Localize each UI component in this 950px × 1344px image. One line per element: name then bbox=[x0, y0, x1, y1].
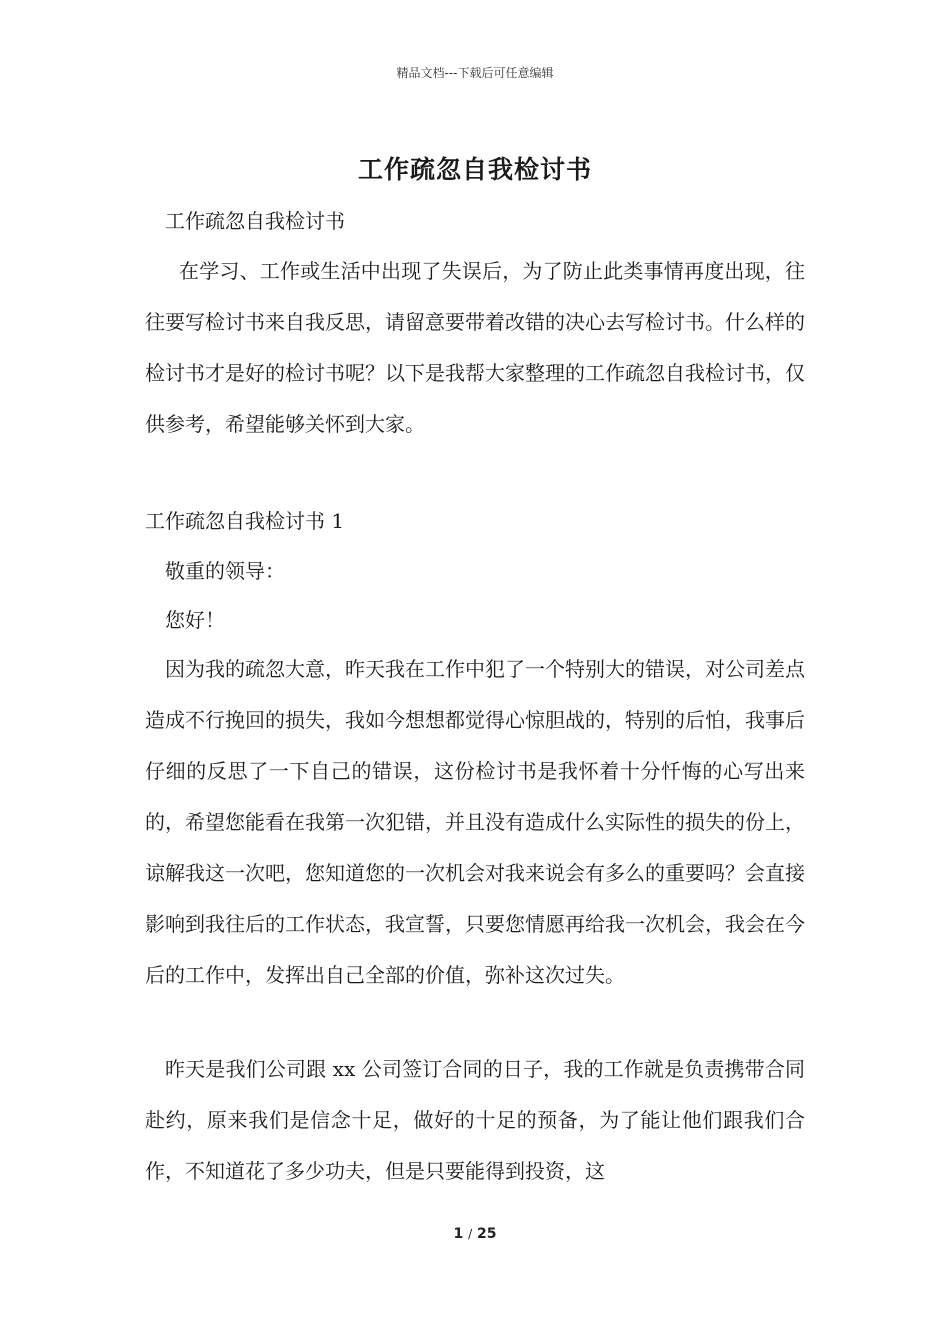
intro-paragraph: 在学习、工作或生活中出现了失误后，为了防止此类事情再度出现，往往要写检讨书来自我反思，请留意要带着改错的决心去写检讨书。什么样的检讨书才是好的检讨书呢？以下是我帮大家整理的工作疏忽自我检讨书，仅供参考，希望能够关怀到大家。 bbox=[145, 259, 805, 436]
section-heading: 工作疏忽自我检讨书 1 bbox=[145, 509, 345, 533]
page-separator: / bbox=[468, 1227, 473, 1241]
body-paragraph-1: 因为我的疏忽大意，昨天我在工作中犯了一个特别大的错误，对公司差点造成不行挽回的损失，我如今想想都觉得心惊胆战的，特别的后怕，我事后仔细的反思了一下自己的错误，这份检讨书是我怀着十分忏悔的心写出来的，希望您能看在我第一次犯错，并且没有造成什么实际性的损失的份上，谅解我这一次吧，您知道您的一次机会对我来说会有多么的重要吗？会直接影响到我往后的工作状态，我宣誓，只要您情愿再给我一次机会，我会在今后的工作中，发挥出自己全部的价值，弥补这次过失。 bbox=[145, 657, 805, 987]
header-note: 精品文档---下载后可任意编辑 bbox=[396, 66, 554, 80]
salutation: 敬重的领导： bbox=[165, 559, 285, 583]
body-paragraph-2: 昨天是我们公司跟 xx 公司签订合同的日子，我的工作就是负责携带合同赴约，原来我们是信念十足，做好的十足的预备，为了能让他们跟我们合作，不知道花了多少功夫，但是只要能得到投资，这 bbox=[145, 1057, 805, 1183]
document-title: 工作疏忽自我检讨书 bbox=[357, 155, 592, 184]
page-number bbox=[0, 1226, 950, 1242]
greeting: 您好！ bbox=[165, 608, 225, 632]
current-page: 1 bbox=[453, 1226, 464, 1242]
total-pages: 25 bbox=[477, 1226, 497, 1242]
document-subtitle: 工作疏忽自我检讨书 bbox=[165, 209, 345, 233]
